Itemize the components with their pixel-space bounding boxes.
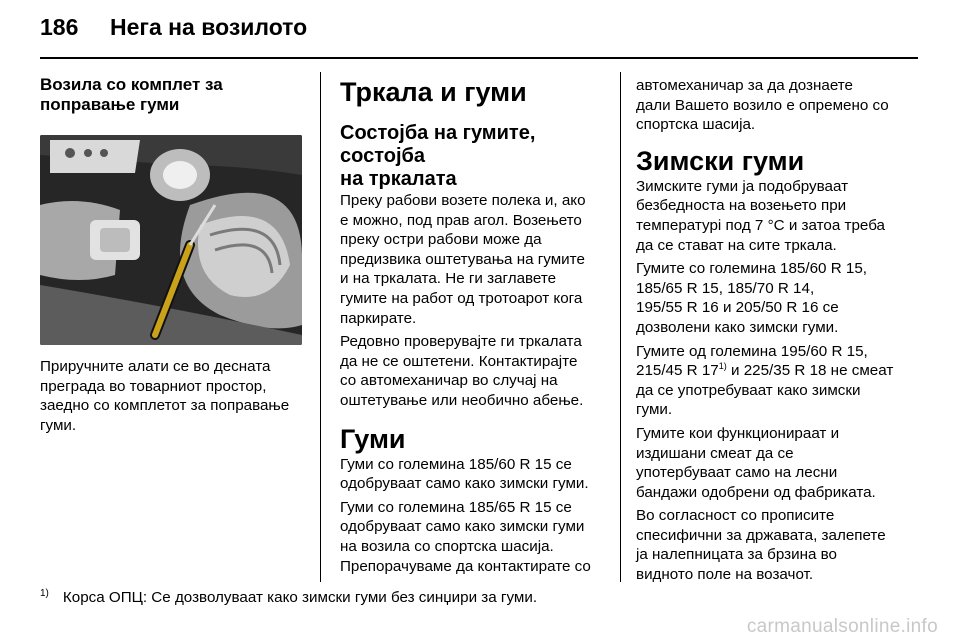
column-divider-2 xyxy=(620,72,621,582)
column-middle xyxy=(340,68,608,576)
column-left xyxy=(40,68,308,435)
footnote-reference: 1) xyxy=(718,361,727,372)
paragraph-allowed-winter-sizes: Гумите со големина 185/60 R 15, 185/65 R 15, 185/70 R 14, 195/55 R 16 и 205/50 R 16 се дозволени како зимски гуми. xyxy=(636,260,868,336)
column-divider-1 xyxy=(320,72,321,582)
watermark: carmanualsonline.info xyxy=(746,616,938,637)
paragraph-check-wheels: Редовно проверувајте ги тркалата да не се оштетени. Контактирајте со автомеханичар во случај на оштетување или необично абење. xyxy=(340,333,584,409)
subheading-tyre-condition: Состојба на гумите, состојба на тркалата xyxy=(340,122,536,190)
header-rule xyxy=(40,57,918,59)
forbidden-sizes-part2: и 225/35 R 18 не смеат да се употребуваат како зимски гуми. xyxy=(636,362,894,419)
paragraph-forbidden-winter-sizes xyxy=(636,342,904,420)
paragraph-kerbs: Преку рабови возете полека и, ако е можно, под прав агол. Возењето преку остри рабови може да предизвика оштетувања на гумите и на тркалата. Не ги заглавете гумите на работ од тротоарот кога паркирате. xyxy=(340,192,586,327)
paragraph-speed-sticker: Во согласност со прописите спесифични за државата, залепете ја налепницата за брзина во видното поле на возачот. xyxy=(636,507,886,584)
subheading-winter-tyres: Зимски гуми xyxy=(636,145,805,176)
chapter-title-wheels-tyres: Тркала и гуми xyxy=(340,77,527,107)
subheading-tyres: Гуми xyxy=(340,423,406,454)
paragraph-tyre-185-65: Гуми со големина 185/65 R 15 се одобруваат само како зимски гуми на возила со спортска шасија. Препорачуваме да контактирате со xyxy=(340,498,591,575)
column-right xyxy=(636,68,904,585)
running-title: Нега на возилото xyxy=(110,14,308,40)
trunk-tools-illustration xyxy=(40,135,302,345)
paragraph-sport-chassis: автомеханичар за да дознаете дали Вашето возило е опремено со спортска шасија. xyxy=(636,77,889,134)
paragraph-runflat-tyres: Гумите кои функционираат и издишани смеат да се употербуваат само на лесни бандажи одобрени од фабриката. xyxy=(636,424,876,501)
page-number: 186 xyxy=(40,14,79,40)
forbidden-sizes-part1: Гумите од големина 195/60 R 15, 215/45 R 17 xyxy=(636,342,868,380)
footnote-mark: 1) xyxy=(40,588,49,599)
photo-caption: Приручните алати се во десната преграда во товарниот простор, заедно со комплетот за поправање гуми. xyxy=(40,358,290,434)
footnote-text: Корса ОПЦ: Се дозволуваат како зимски гуми без синџири за гуми. xyxy=(62,589,538,607)
paragraph-winter-safety: Зимските гуми ја подобруваат безбедноста на возењето при температурі под 7 °C и затоа треба да се стават на сите тркала. xyxy=(636,177,885,254)
footnote xyxy=(40,588,537,606)
paragraph-tyre-185-60: Гуми со големина 185/60 R 15 се одобруваат само како зимски гуми. xyxy=(340,455,589,493)
section-heading-repair-kit: Возила со комплет за поправање гуми xyxy=(40,75,223,114)
trunk-tools-photo xyxy=(40,135,302,345)
